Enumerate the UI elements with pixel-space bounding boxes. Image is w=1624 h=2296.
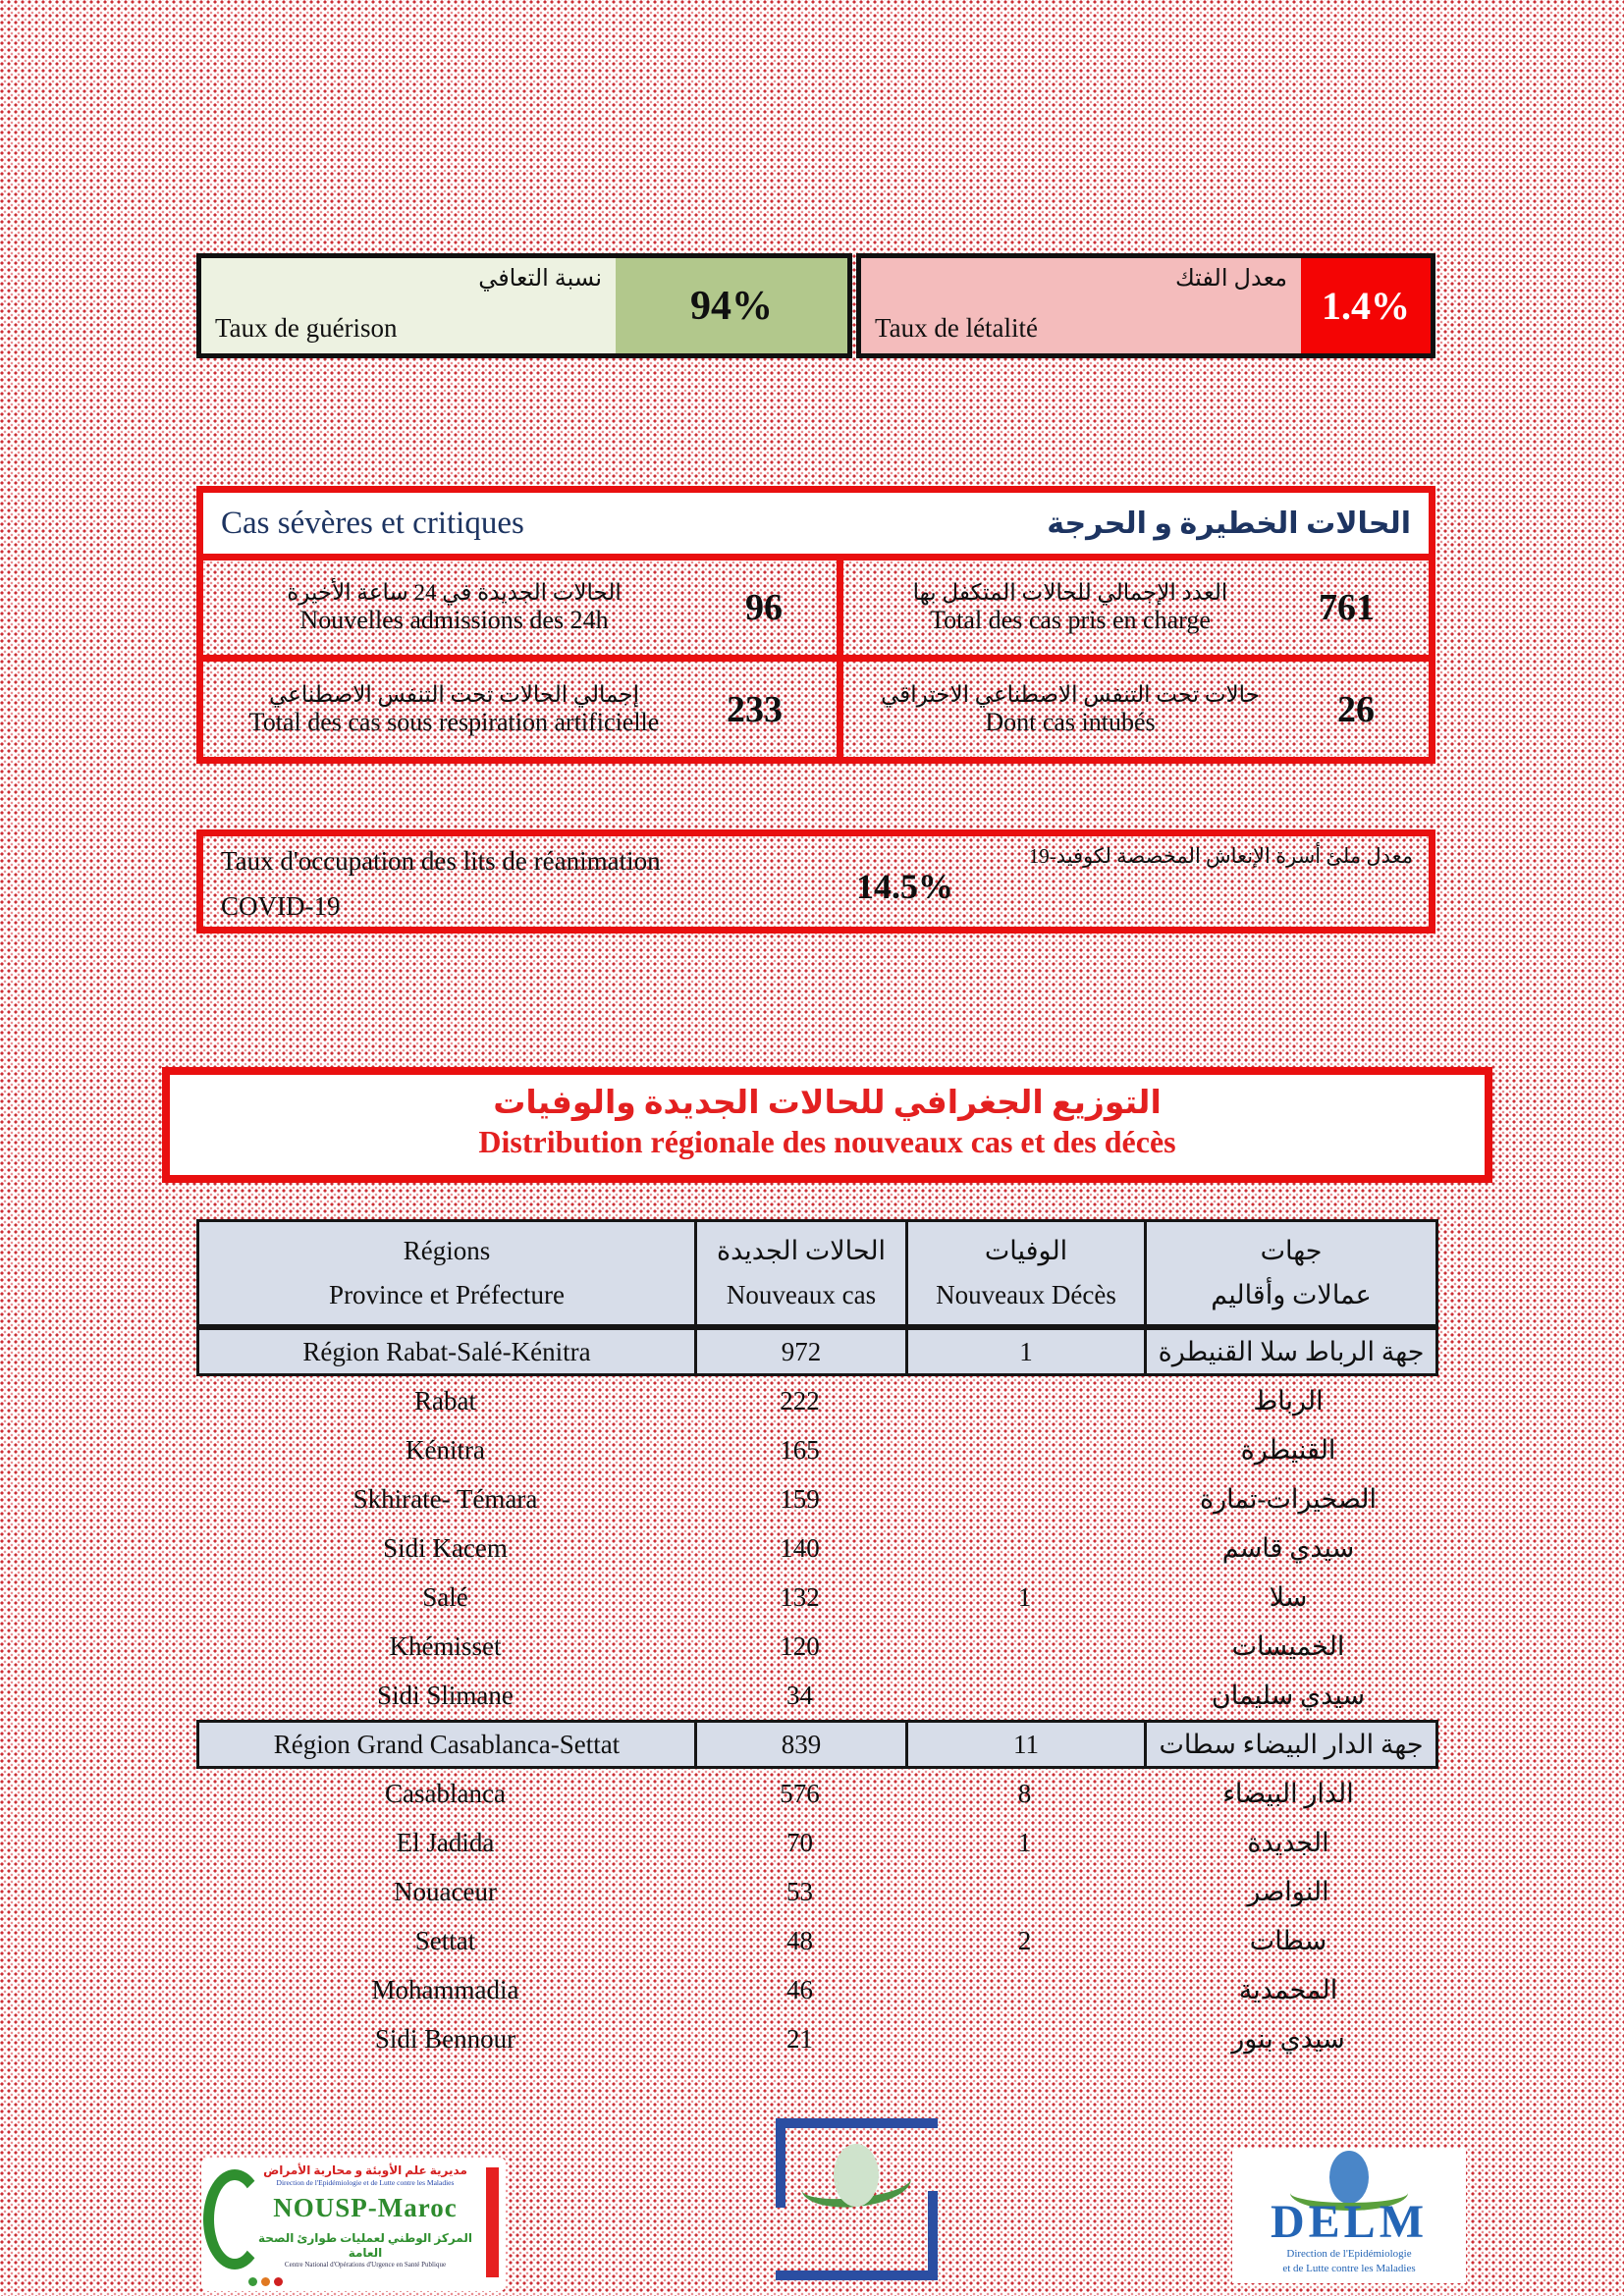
nousp-french-top: Direction de l'Epidémiologie et de Lutte contre les Maladies xyxy=(276,2178,455,2187)
delm-logo xyxy=(1232,2148,1466,2283)
nousp-logo xyxy=(201,2158,506,2291)
new-admissions-value: 96 xyxy=(745,587,783,628)
cell-name: Sidi Bennour xyxy=(374,2023,516,2054)
header-new-deaths-arabic: الوفيات xyxy=(984,1236,1068,1265)
cell-cases: 48 xyxy=(786,1925,813,1955)
header-new-cases-french: Nouveaux cas xyxy=(726,1280,877,1309)
cell-arabic: الجديدة xyxy=(1247,1827,1329,1857)
table-row xyxy=(196,1425,1438,1474)
severe-cases-section xyxy=(196,486,1435,764)
cell-cases: 46 xyxy=(786,1974,813,2004)
icu-occupancy-value: 14.5% xyxy=(856,867,953,906)
total-cases-label-arabic: العدد الإجمالي للحالات المتكفل بها xyxy=(912,580,1228,605)
table-row xyxy=(196,1671,1438,1720)
cell-deaths xyxy=(905,1965,1144,2014)
intubated-cell xyxy=(843,655,1429,757)
cell-deaths xyxy=(905,1474,1144,1523)
cell-arabic: سيدي سليمان xyxy=(1211,1680,1366,1710)
cell-cases: 222 xyxy=(780,1385,820,1415)
header-new-cases xyxy=(697,1222,908,1324)
cell-cases: 839 xyxy=(697,1723,908,1766)
cell-arabic: النواصر xyxy=(1247,1876,1329,1906)
cell-cases: 140 xyxy=(780,1532,820,1563)
cell-arabic: جهة الدار البيضاء سطات xyxy=(1159,1729,1424,1759)
cell-deaths: 11 xyxy=(908,1723,1147,1766)
nousp-dots-icon xyxy=(248,2277,283,2286)
ministry-health-logo xyxy=(776,2118,938,2280)
severe-cases-title-arabic: الحالات الخطيرة و الحرجة xyxy=(1047,507,1411,540)
cell-cases: 53 xyxy=(786,1876,813,1906)
cell-name: Sidi Slimane xyxy=(377,1680,514,1710)
icu-occupancy-label-line1: Taux d'occupation des lits de réanimation xyxy=(221,846,661,876)
cell-deaths xyxy=(905,1867,1144,1916)
table-row xyxy=(196,1573,1438,1622)
table-header xyxy=(196,1219,1438,1327)
cell-cases: 972 xyxy=(697,1330,908,1373)
cell-cases: 34 xyxy=(786,1680,813,1710)
cell-cases: 159 xyxy=(780,1483,820,1514)
cell-arabic: سطات xyxy=(1249,1925,1327,1955)
intubated-value: 26 xyxy=(1337,688,1375,730)
header-regions-line2: Province et Préfecture xyxy=(329,1280,565,1309)
nousp-arabic-top: مديرية علم الأوبئة و محاربة الأمراض xyxy=(263,2163,467,2177)
cell-name: Région Grand Casablanca-Settat xyxy=(199,1723,697,1766)
cell-deaths: 8 xyxy=(1017,1778,1032,1808)
cell-arabic: سلا xyxy=(1269,1581,1308,1612)
header-regions-arabic-line2: عمالات وأقاليم xyxy=(1211,1280,1372,1309)
delm-subtitle-line2: et de Lutte contre les Maladies xyxy=(1282,2263,1416,2274)
header-regions-arabic xyxy=(1147,1222,1435,1324)
cell-deaths xyxy=(905,1671,1144,1720)
ventilation-value: 233 xyxy=(727,688,783,730)
cell-arabic: سيدي بنور xyxy=(1231,2023,1345,2054)
recovery-rate-box xyxy=(196,253,852,358)
header-regions xyxy=(199,1222,697,1324)
cell-arabic: الصخيرات-تمارة xyxy=(1199,1483,1378,1514)
cell-deaths xyxy=(905,2014,1144,2063)
nousp-arabic-bottom: المركز الوطني لعمليات طوارئ الصحة العامة xyxy=(258,2231,472,2260)
moh-ellipse-icon xyxy=(834,2144,879,2207)
cell-name: Mohammadia xyxy=(371,1974,519,2004)
header-new-deaths-french: Nouveaux Décès xyxy=(936,1280,1116,1309)
cell-name: Région Rabat-Salé-Kénitra xyxy=(199,1330,697,1373)
cell-arabic: الدار البيضاء xyxy=(1222,1778,1354,1808)
cell-name: Casablanca xyxy=(385,1778,506,1808)
fatality-rate-label-french: Taux de létalité xyxy=(875,313,1039,343)
cell-name: Nouaceur xyxy=(394,1876,497,1906)
fatality-rate-value: 1.4% xyxy=(1301,258,1431,353)
cell-arabic: المحمدية xyxy=(1238,1974,1338,2004)
header-regions-line1: Régions xyxy=(403,1236,491,1265)
ventilation-cell xyxy=(203,655,843,757)
icu-occupancy-label-arabic: معدل ملئ أسرة الإنعاش المخصصة لكوفيد-19 xyxy=(1028,844,1413,868)
cell-arabic: الرباط xyxy=(1253,1385,1324,1415)
cell-cases: 576 xyxy=(780,1778,820,1808)
cell-cases: 120 xyxy=(780,1630,820,1661)
table-row xyxy=(196,2014,1438,2063)
severe-cases-grid xyxy=(203,561,1429,757)
table-row xyxy=(196,1376,1438,1425)
new-admissions-label-french: Nouvelles admissions des 24h xyxy=(299,606,609,634)
cell-deaths: 1 xyxy=(1017,1581,1032,1612)
header-regions-arabic-line1: جهات xyxy=(1260,1236,1323,1265)
cell-name: Rabat xyxy=(414,1385,476,1415)
distribution-title-box xyxy=(162,1067,1492,1183)
recovery-rate-label-french: Taux de guérison xyxy=(215,313,398,343)
table-row xyxy=(196,1965,1438,2014)
ventilation-label-arabic: إجمالي الحالات تحت التنفس الاصطناعي xyxy=(269,681,639,707)
table-row xyxy=(196,1523,1438,1573)
cell-deaths: 1 xyxy=(1017,1827,1032,1857)
icu-occupancy-box xyxy=(196,829,1435,934)
recovery-rate-label-arabic: نسبة التعافي xyxy=(478,266,602,292)
table-row xyxy=(196,1769,1438,1818)
cell-cases: 21 xyxy=(786,2023,813,2054)
region-row xyxy=(196,1720,1438,1769)
cell-cases: 70 xyxy=(786,1827,813,1857)
nousp-red-bar-icon xyxy=(486,2167,499,2277)
fatality-rate-label-arabic: معدل الفتك xyxy=(1174,266,1287,292)
intubated-label-french: Dont cas intubés xyxy=(985,707,1156,736)
cell-deaths xyxy=(905,1425,1144,1474)
table-row xyxy=(196,1867,1438,1916)
new-admissions-cell xyxy=(203,561,843,655)
intubated-label-arabic: حالات تحت التنفس الاصطناعي الاختراقي xyxy=(881,681,1260,707)
severe-cases-title-french: Cas sévères et critiques xyxy=(221,505,524,541)
ventilation-label-french: Total des cas sous respiration artificielle xyxy=(248,707,660,736)
cell-arabic: الخميسات xyxy=(1231,1630,1345,1661)
recovery-rate-label-area xyxy=(201,258,616,353)
nousp-french-bottom: Centre National d'Opérations d'Urgence en Santé Publique xyxy=(284,2261,447,2269)
icu-occupancy-label-line2: COVID-19 xyxy=(221,891,341,921)
table-row xyxy=(196,1916,1438,1965)
cell-name: Skhirate- Témara xyxy=(352,1483,538,1514)
nousp-text-block xyxy=(252,2163,478,2269)
cell-name: Kénitra xyxy=(406,1434,485,1465)
cell-deaths xyxy=(905,1622,1144,1671)
nousp-name: NOUSP-Maroc xyxy=(273,2193,458,2222)
cell-name: Khémisset xyxy=(389,1630,502,1661)
recovery-rate-value: 94% xyxy=(616,258,847,353)
cell-deaths: 2 xyxy=(1017,1925,1032,1955)
table-body xyxy=(196,1327,1438,2063)
total-cases-cell xyxy=(843,561,1429,655)
fatality-rate-label-area xyxy=(861,258,1301,353)
total-cases-value: 761 xyxy=(1319,587,1375,628)
cell-deaths xyxy=(905,1376,1144,1425)
cell-arabic: سيدي قاسم xyxy=(1221,1532,1355,1563)
delm-name: DELM xyxy=(1271,2196,1428,2248)
cell-arabic: القنيطرة xyxy=(1240,1434,1336,1465)
distribution-title-arabic: التوزيع الجغرافي للحالات الجديدة والوفيات xyxy=(493,1086,1162,1121)
fatality-rate-box xyxy=(856,253,1435,358)
cell-deaths: 1 xyxy=(908,1330,1147,1373)
cell-name: Sidi Kacem xyxy=(383,1532,508,1563)
regional-table xyxy=(196,1219,1438,2063)
cell-name: Settat xyxy=(414,1925,476,1955)
cell-deaths xyxy=(905,1523,1144,1573)
cell-name: Salé xyxy=(422,1581,468,1612)
cell-cases: 132 xyxy=(780,1581,820,1612)
total-cases-label-french: Total des cas pris en charge xyxy=(930,606,1211,634)
region-row xyxy=(196,1327,1438,1376)
header-new-deaths xyxy=(908,1222,1147,1324)
header-new-cases-arabic: الحالات الجديدة xyxy=(716,1236,887,1265)
table-row xyxy=(196,1818,1438,1867)
new-admissions-label-arabic: الحالات الجديدة في 24 ساعة الأخيرة xyxy=(287,580,622,605)
severe-cases-header xyxy=(203,493,1429,561)
delm-subtitle-line1: Direction de l'Epidémiologie xyxy=(1286,2248,1412,2260)
table-row xyxy=(196,1474,1438,1523)
cell-cases: 165 xyxy=(780,1434,820,1465)
cell-name: El Jadida xyxy=(396,1827,495,1857)
table-row xyxy=(196,1622,1438,1671)
cell-arabic: جهة الرباط سلا القنيطرة xyxy=(1158,1336,1425,1366)
distribution-title-french: Distribution régionale des nouveaux cas et des décès xyxy=(478,1124,1176,1159)
